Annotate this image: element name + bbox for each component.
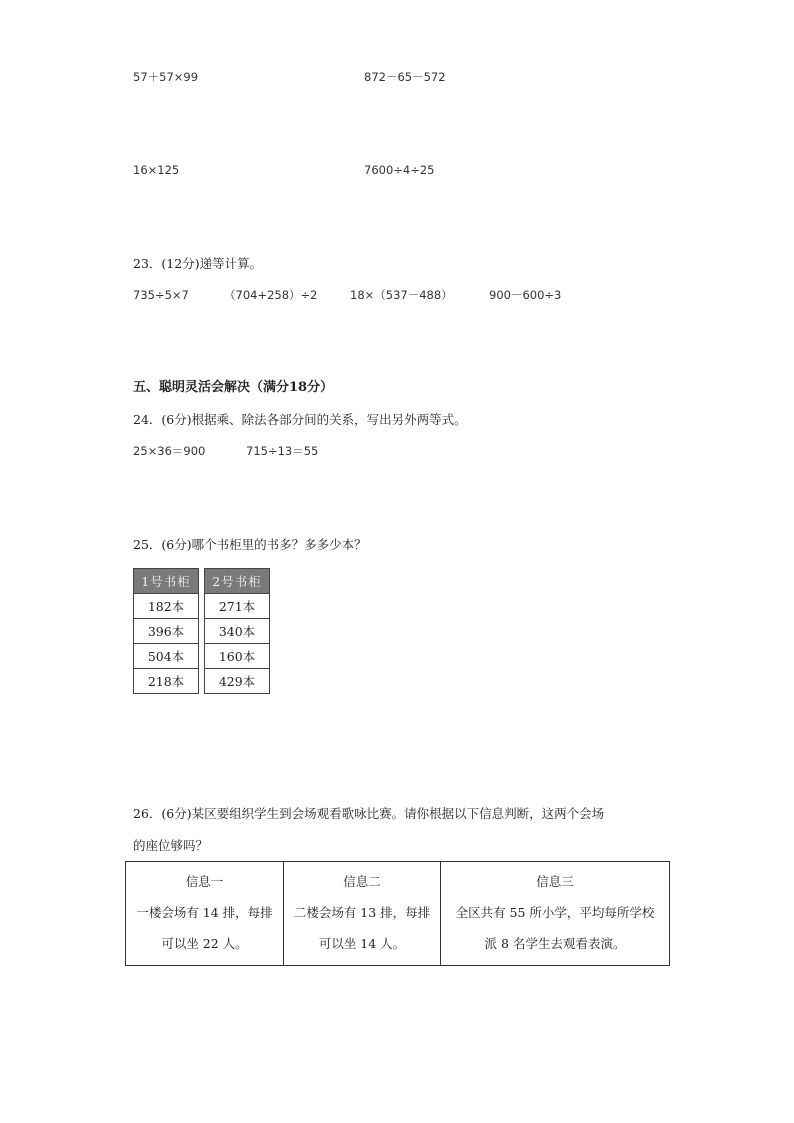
- bookcase-2-cell: 340本: [205, 619, 270, 644]
- info-cell-1: [126, 862, 284, 966]
- q23-item-2: （704+258）÷2: [224, 288, 318, 302]
- info-2-line-2: 可以坐 14 人。: [318, 936, 406, 951]
- info-2-line-1: 二楼会场有 13 排，每排: [293, 905, 431, 920]
- bookcase-1-cell: 504本: [134, 644, 199, 669]
- q23-item-1: 735÷5×7: [133, 288, 189, 302]
- info-table: [125, 861, 670, 966]
- info-1-header: 信息一: [185, 874, 224, 889]
- question-23-title: 23．(12分)递等计算。: [133, 256, 263, 271]
- bookcase-1-cell: 396本: [134, 619, 199, 644]
- q23-item-4: 900－600÷3: [489, 288, 562, 302]
- info-cell-2: [284, 862, 441, 966]
- info-2-header: 信息二: [343, 874, 381, 889]
- question-26-title-line-1: 26．(6分)某区要组织学生到会场观看歌咏比赛。请你根据以下信息判断，这两个会场: [133, 806, 605, 821]
- bookcase-2-cell: 160本: [205, 644, 270, 669]
- expression-16x125: 16×125: [133, 163, 180, 177]
- expression-7600-div: 7600÷4÷25: [364, 163, 435, 177]
- bookcase-2-cell: 271本: [205, 594, 270, 619]
- info-1-line-2: 可以坐 22 人。: [161, 936, 248, 951]
- bookcase-1-cell: 218本: [134, 669, 199, 694]
- info-cell-3: [441, 862, 670, 966]
- q24-equation-2: 715÷13＝55: [246, 444, 319, 458]
- bookcase-1-table: [133, 568, 199, 694]
- expression-872-minus: 872－65－572: [364, 70, 446, 84]
- bookcase-1-cell: 182本: [134, 594, 199, 619]
- bookcase-2-cell: 429本: [205, 669, 270, 694]
- info-3-header: 信息三: [536, 874, 574, 889]
- bookcase-2-table: [204, 568, 270, 694]
- info-3-line-1: 全区共有 55 所小学，平均每所学校: [455, 905, 655, 920]
- section-5-heading: 五、聪明灵活会解决（满分18分）: [133, 380, 334, 395]
- info-1-line-1: 一楼会场有 14 排，每排: [136, 905, 273, 920]
- bookcase-1-header: 1号书柜: [134, 569, 199, 594]
- bookcase-2-header: 2号书柜: [205, 569, 270, 594]
- info-3-line-2: 派 8 名学生去观看表演。: [484, 936, 626, 951]
- expression-57-plus-57x99: 57＋57×99: [133, 70, 199, 84]
- question-26-title-line-2: 的座位够吗？: [133, 838, 209, 853]
- q24-equation-1: 25×36＝900: [133, 444, 206, 458]
- question-25-title: 25．(6分)哪个书柜里的书多？多多少本？: [133, 537, 367, 552]
- question-24-title: 24．(6分)根据乘、除法各部分间的关系，写出另外两等式。: [133, 412, 467, 427]
- q23-item-3: 18×（537－488）: [350, 288, 453, 302]
